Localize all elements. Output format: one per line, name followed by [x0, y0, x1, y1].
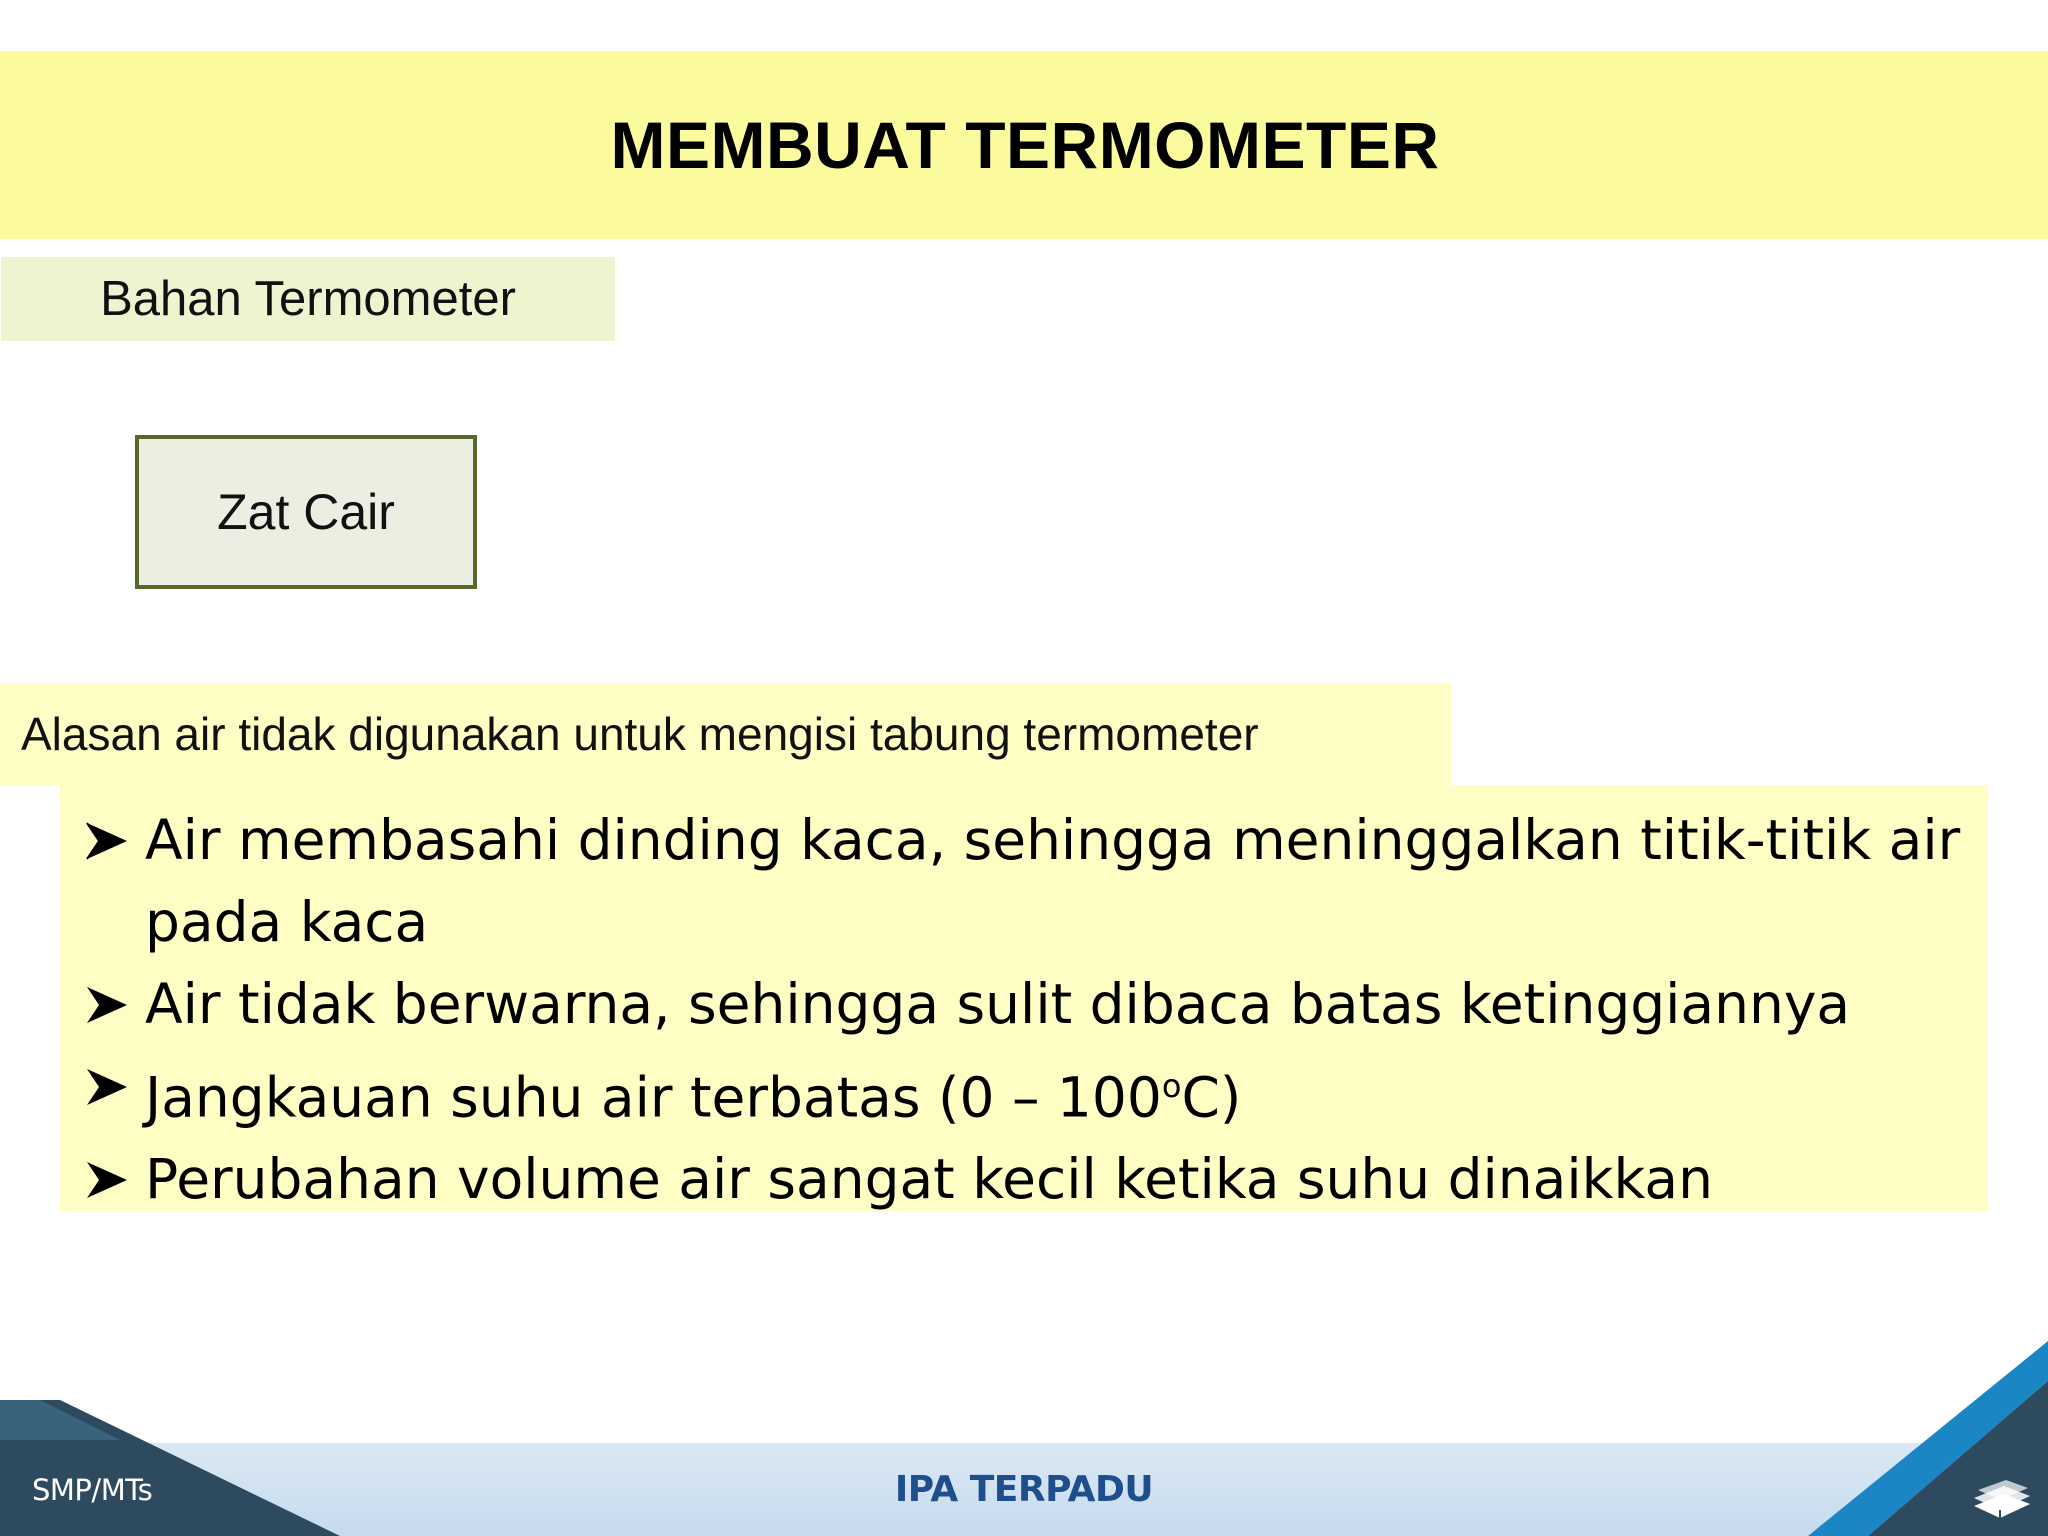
bullet-1-line-2: pada kaca — [145, 890, 429, 954]
bahan-termometer-label: Bahan Termometer — [100, 272, 516, 326]
slide-title: MEMBUAT TERMOMETER — [610, 108, 1440, 182]
bullet-3-text-pre: Jangkauan suhu air terbatas (0 – 100 — [145, 1065, 1162, 1130]
degree-superscript: o — [1161, 1067, 1182, 1105]
bullet-3-text-post: C) — [1181, 1065, 1242, 1130]
list-item — [85, 963, 1975, 1045]
footer-left-decoration — [0, 1400, 340, 1536]
title-band — [0, 51, 2048, 239]
alasan-heading-box — [0, 683, 1451, 785]
footer-subject: IPA TERPADU — [894, 1469, 1154, 1510]
bullet-4-text: Perubahan volume air sangat kecil ketika suhu dinaikkan — [145, 1147, 1713, 1212]
footer-school-level: SMP/MTs — [32, 1473, 153, 1507]
arrow-bullet-icon — [85, 1160, 129, 1200]
bahan-termometer-label-box — [1, 257, 615, 341]
zat-cair-label: Zat Cair — [217, 484, 395, 540]
zat-cair-box — [135, 435, 477, 589]
reasons-list — [85, 799, 1975, 1220]
arrow-bullet-icon — [85, 821, 129, 861]
bullet-2-text: Air tidak berwarna, sehingga sulit dibaca batas ketinggiannya — [145, 972, 1851, 1036]
alasan-heading: Alasan air tidak digunakan untuk mengisi tabung termometer — [21, 708, 1259, 760]
list-item — [85, 1138, 1975, 1220]
reasons-list-box — [60, 785, 1988, 1211]
list-item — [85, 1045, 1975, 1138]
bullet-1-line-1: Air membasahi dinding kaca, sehingga meninggalkan titik-titik air — [145, 808, 1961, 872]
arrow-bullet-icon — [85, 985, 129, 1025]
book-stack-logo-icon — [1970, 1478, 2034, 1524]
list-item — [85, 799, 1975, 963]
arrow-bullet-icon — [85, 1067, 129, 1107]
